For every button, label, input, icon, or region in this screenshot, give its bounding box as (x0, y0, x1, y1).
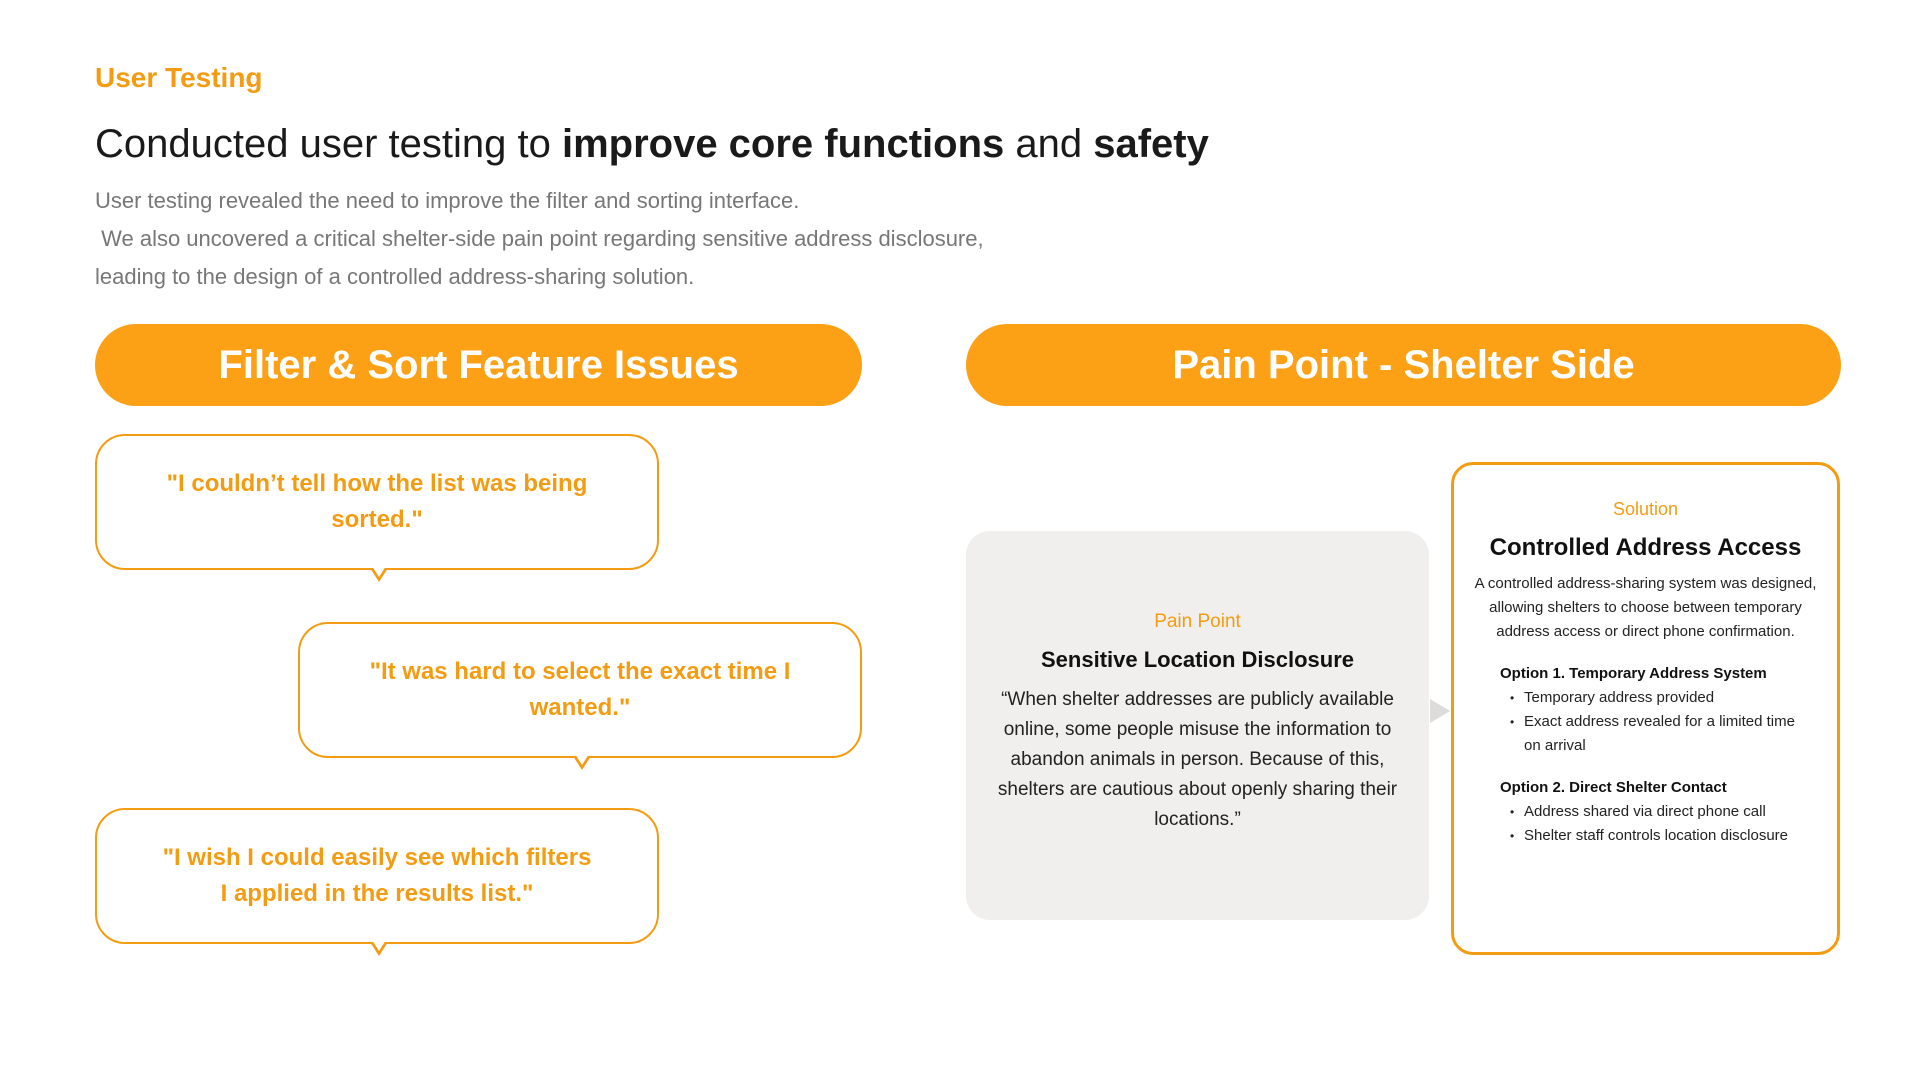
option-list (1500, 800, 1817, 848)
description-line: We also uncovered a critical shelter-side pain point regarding sensitive address disclosure, (95, 226, 984, 251)
option-item: • Exact address revealed for a limited time on arrival (1510, 710, 1800, 758)
bubble-tail (573, 756, 591, 770)
quote-text: "I wish I could easily see which filters I applied in the results list." (162, 844, 592, 907)
filter-sort-section-title: Filter & Sort Feature Issues (95, 324, 862, 406)
quote-bubble-sorting (95, 434, 659, 570)
solution-card (1451, 462, 1840, 955)
quote-text: "I couldn’t tell how the list was being sorted." (166, 470, 588, 533)
arrow-right-icon (1430, 699, 1450, 723)
quote-bubble-filters (95, 808, 659, 944)
page-description (95, 182, 1095, 296)
option-title: Option 2. Direct Shelter Contact (1500, 779, 1727, 796)
page-headline (95, 122, 1209, 167)
quote-bubble-time (298, 622, 862, 758)
pain-point-kicker: Pain Point (1154, 611, 1241, 632)
option-list (1500, 686, 1817, 758)
solution-body: A controlled address-sharing system was designed, allowing shelters to choose between temporary address access or direct phone confirmation. (1474, 575, 1817, 640)
pain-point-section-title: Pain Point - Shelter Side (966, 324, 1841, 406)
headline-text-1: Conducted user testing to (95, 122, 562, 166)
description-line: User testing revealed the need to improve the filter and sorting interface. (95, 188, 800, 213)
pain-point-title: Sensitive Location Disclosure (1041, 647, 1354, 672)
pain-point-card (966, 531, 1429, 920)
bubble-tail (370, 942, 388, 956)
solution-option-1 (1474, 662, 1817, 758)
headline-bold-2: safety (1093, 122, 1209, 166)
option-item: • Address shared via direct phone call (1510, 800, 1800, 824)
quote-text: "It was hard to select the exact time I wanted." (369, 658, 791, 721)
pain-point-quote: “When shelter addresses are publicly available online, some people misuse the information to abandon animals in person. Because of this, shelters are cautious about openly sharing their locations.” (997, 689, 1398, 830)
headline-text-2: and (1004, 122, 1094, 166)
solution-option-2 (1474, 776, 1817, 848)
solution-title: Controlled Address Access (1489, 534, 1802, 561)
bubble-tail (370, 568, 388, 582)
solution-kicker: Solution (1612, 499, 1679, 519)
section-eyebrow: User Testing (95, 62, 263, 93)
description-line: leading to the design of a controlled address-sharing solution. (95, 264, 695, 289)
headline-bold-1: improve core functions (561, 122, 1005, 166)
option-title: Option 1. Temporary Address System (1500, 665, 1767, 682)
option-item: • Temporary address provided (1510, 686, 1800, 710)
option-item: • Shelter staff controls location disclosure (1510, 824, 1800, 848)
